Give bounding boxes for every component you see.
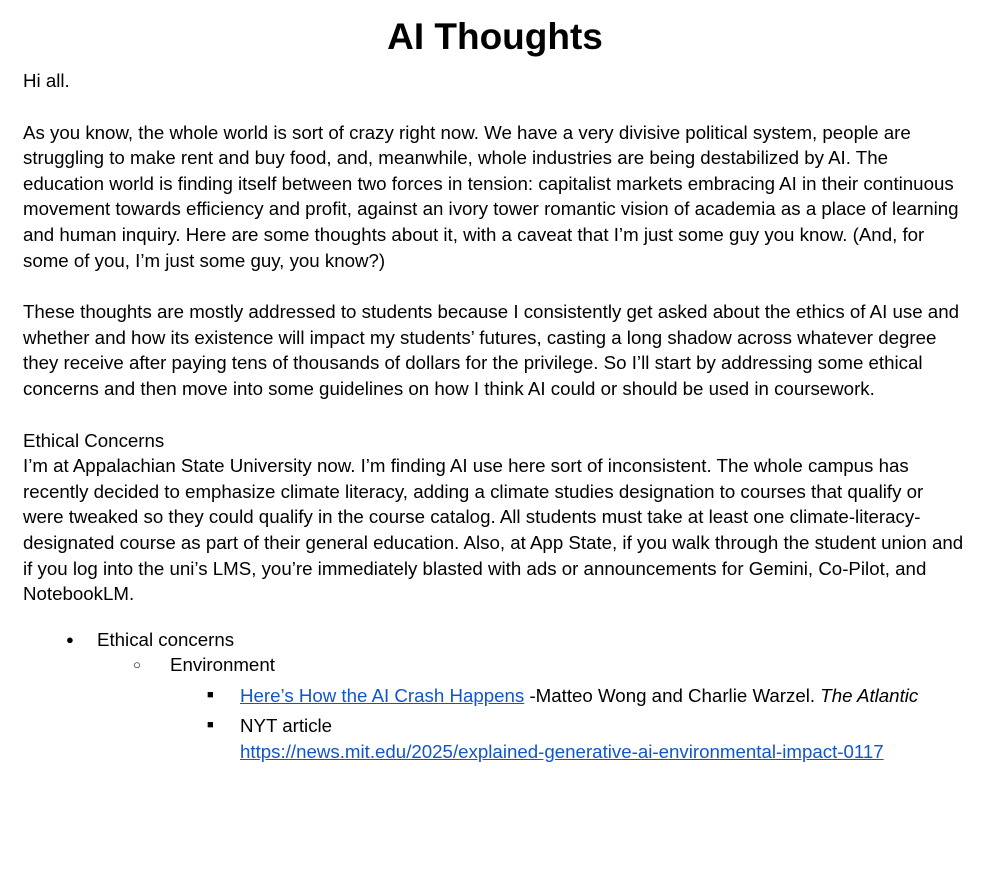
list-item-label: Ethical concerns xyxy=(97,628,235,650)
ethical-concerns-section xyxy=(23,428,967,607)
list-item-nyt-article xyxy=(207,713,967,764)
bullet-disc-icon: ● xyxy=(66,631,74,647)
nyt-article-citation xyxy=(240,713,884,764)
bullet-circle-icon: ○ xyxy=(133,657,141,673)
nyt-article-label: NYT article xyxy=(240,715,333,737)
bullet-square-icon: ■ xyxy=(207,719,214,732)
atlantic-article-authors: -Matteo Wong and Charlie Warzel. xyxy=(524,684,821,706)
list-item-atlantic-article xyxy=(207,683,967,709)
list-item-environment xyxy=(133,652,967,678)
list-item-label: Environment xyxy=(170,654,275,676)
mit-news-link[interactable]: https://news.mit.edu/2025/explained-generative-ai-environmental-impact-0117 xyxy=(240,741,884,763)
paragraph-app-state: I’m at Appalachian State University now. I’m finding AI use here sort of inconsistent. The whole campus has recently decided to emphasize climate literacy, adding a climate studies designation to courses that qualify or were tweaked so they could qualify in the course catalog. All students must take at least one climate-literacy-designated course as part of their general education. Also, at App State, if you walk through the student union and if you log into the uni’s LMS, you’re immediately blasted with ads or announcements for Gemini, Co-Pilot, and NotebookLM. xyxy=(23,455,964,605)
paragraph-audience: These thoughts are mostly addressed to students because I consistently get asked about the ethics of AI use and whether and how its existence will impact my students’ futures, casting a long shadow across whatever degree they receive after paying tens of thousands of dollars for the privilege. So I’ll start by addressing some ethical concerns and then move into some guidelines on how I think AI could or should be used in coursework. xyxy=(23,301,959,399)
greeting-paragraph: Hi all. xyxy=(23,70,70,91)
section-heading: Ethical Concerns xyxy=(23,429,165,451)
document-title: AI Thoughts xyxy=(387,16,603,57)
bullet-square-icon: ■ xyxy=(207,688,214,701)
list-item-ethical-concerns xyxy=(66,627,967,653)
paragraph-intro: As you know, the whole world is sort of crazy right now. We have a very divisive political system, people are struggling to make rent and buy food, and, meanwhile, whole industries are being destabilized by AI. The education world is finding itself between two forces in tension: capitalist markets embracing AI in their continuous movement towards efficiency and profit, against an ivory tower romantic vision of academia as a place of learning and human inquiry. Here are some thoughts about it, with a caveat that I’m just some guy you know. (And, for some of you, I’m just some guy, you know?) xyxy=(23,121,959,271)
atlantic-article-link[interactable]: Here’s How the AI Crash Happens xyxy=(240,684,525,706)
atlantic-article-citation xyxy=(240,683,918,709)
atlantic-source-name: The Atlantic xyxy=(820,684,919,706)
outline-list xyxy=(23,627,967,765)
